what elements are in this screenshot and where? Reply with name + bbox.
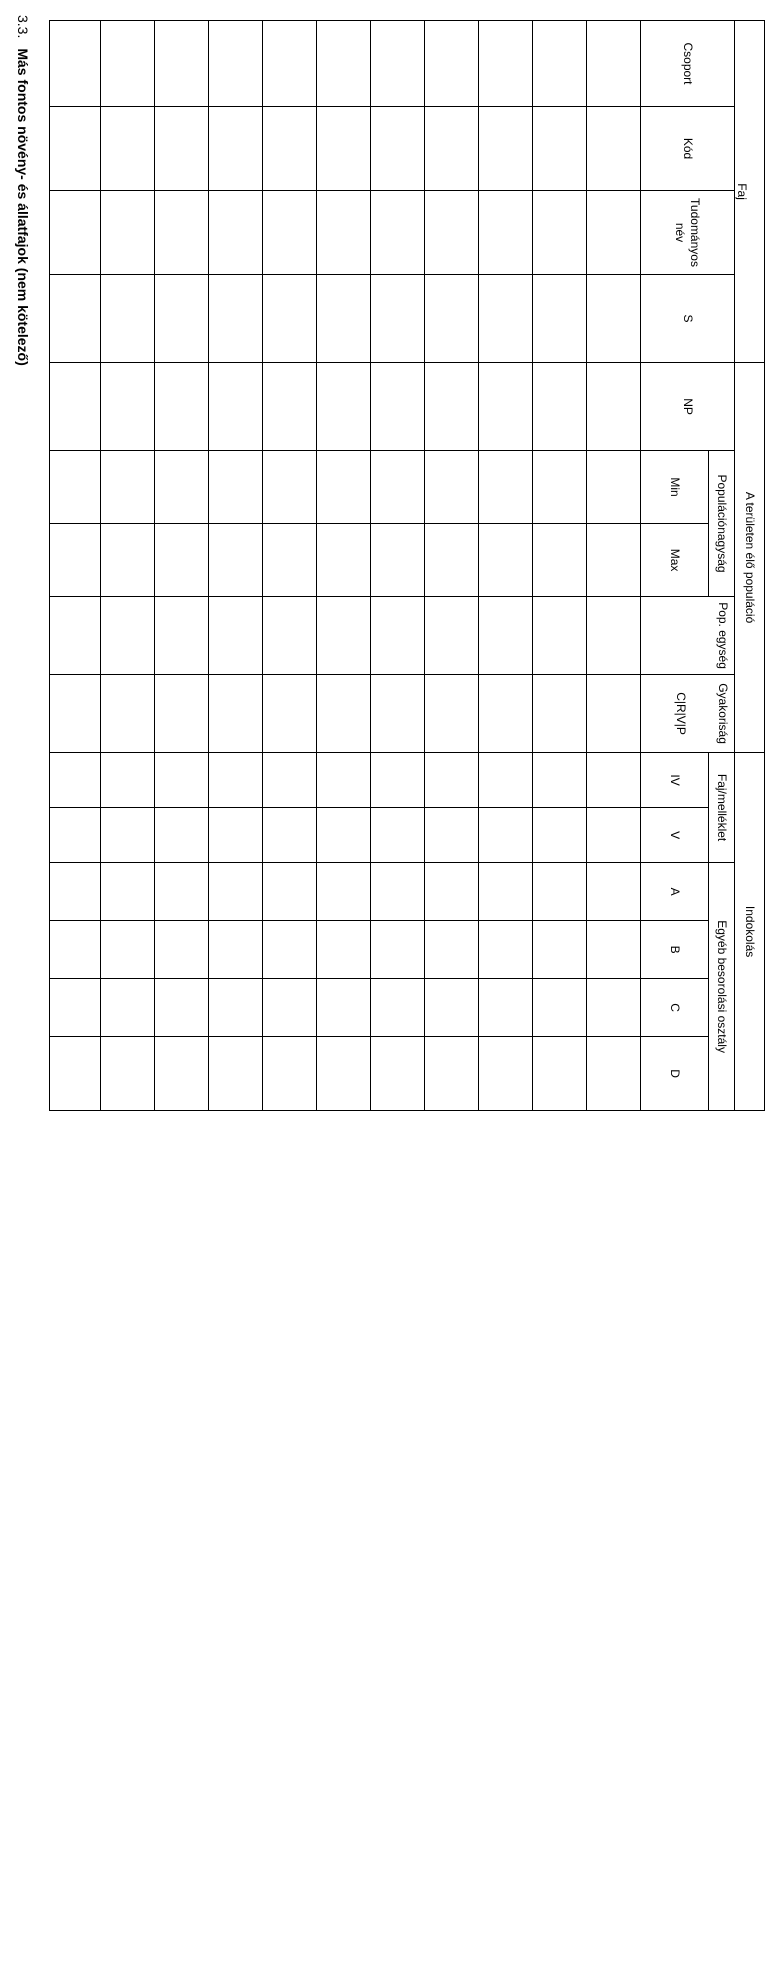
cell-max[interactable] [479, 524, 533, 597]
cell-c[interactable] [209, 979, 263, 1037]
header-v: V [641, 808, 709, 863]
cell-max[interactable] [317, 524, 371, 597]
cell-iv[interactable] [155, 753, 209, 808]
cell-pop-egyseg[interactable] [587, 597, 641, 675]
header-populacionagysag: Populációnagyság [709, 451, 735, 597]
cell-np[interactable] [317, 363, 371, 451]
cell-c[interactable] [50, 979, 101, 1037]
cell-v[interactable] [533, 808, 587, 863]
cell-d[interactable] [587, 1037, 641, 1111]
cell-np[interactable] [50, 363, 101, 451]
cell-v[interactable] [425, 808, 479, 863]
section-title: Más fontos növény- és állatfajok (nem kötelező) [15, 48, 31, 366]
table-row [479, 21, 533, 1111]
cell-b[interactable] [533, 921, 587, 979]
gyakorisag-values: C|R|V|P [673, 692, 688, 735]
cell-np[interactable] [587, 363, 641, 451]
table-header-row-2 [709, 21, 735, 1111]
cell-b[interactable] [371, 921, 425, 979]
cell-gyakorisag[interactable] [155, 675, 209, 753]
table-row [587, 21, 641, 1111]
cell-c[interactable] [533, 979, 587, 1037]
cell-iv[interactable] [587, 753, 641, 808]
cell-csoport[interactable] [101, 21, 155, 107]
cell-np[interactable] [263, 363, 317, 451]
table-row [425, 21, 479, 1111]
cell-v[interactable] [371, 808, 425, 863]
header-max: Max [641, 524, 709, 597]
cell-pop-egyseg[interactable] [50, 597, 101, 675]
cell-min[interactable] [101, 451, 155, 524]
cell-a[interactable] [479, 863, 533, 921]
header-a: A [641, 863, 709, 921]
header-iv: IV [641, 753, 709, 808]
cell-gyakorisag[interactable] [101, 675, 155, 753]
cell-max[interactable] [50, 524, 101, 597]
cell-v[interactable] [317, 808, 371, 863]
table-row [101, 21, 155, 1111]
cell-d[interactable] [317, 1037, 371, 1111]
cell-tudomanyos-nev[interactable] [50, 191, 101, 275]
cell-b[interactable] [587, 921, 641, 979]
cell-tudomanyos-nev[interactable] [263, 191, 317, 275]
cell-s[interactable] [317, 275, 371, 363]
cell-a[interactable] [50, 863, 101, 921]
cell-s[interactable] [263, 275, 317, 363]
header-population: A területen élő populáció [735, 363, 765, 753]
cell-kod[interactable] [425, 107, 479, 191]
cell-pop-egyseg[interactable] [155, 597, 209, 675]
cell-iv[interactable] [371, 753, 425, 808]
cell-tudomanyos-nev[interactable] [155, 191, 209, 275]
cell-a[interactable] [263, 863, 317, 921]
cell-tudomanyos-nev[interactable] [479, 191, 533, 275]
cell-tudomanyos-nev[interactable] [101, 191, 155, 275]
cell-iv[interactable] [317, 753, 371, 808]
cell-a[interactable] [371, 863, 425, 921]
cell-kod[interactable] [101, 107, 155, 191]
header-indoklas: Indokolás [735, 753, 765, 1111]
table-row [263, 21, 317, 1111]
cell-b[interactable] [425, 921, 479, 979]
cell-b[interactable] [101, 921, 155, 979]
cell-c[interactable] [479, 979, 533, 1037]
cell-np[interactable] [479, 363, 533, 451]
cell-min[interactable] [317, 451, 371, 524]
cell-kod[interactable] [209, 107, 263, 191]
cell-v[interactable] [263, 808, 317, 863]
cell-s[interactable] [155, 275, 209, 363]
cell-csoport[interactable] [317, 21, 371, 107]
cell-d[interactable] [533, 1037, 587, 1111]
cell-min[interactable] [479, 451, 533, 524]
cell-tudomanyos-nev[interactable] [533, 191, 587, 275]
header-s: S [641, 275, 735, 363]
cell-kod[interactable] [50, 107, 101, 191]
cell-a[interactable] [533, 863, 587, 921]
cell-gyakorisag[interactable] [371, 675, 425, 753]
cell-min[interactable] [425, 451, 479, 524]
cell-iv[interactable] [479, 753, 533, 808]
cell-d[interactable] [371, 1037, 425, 1111]
table-row [155, 21, 209, 1111]
cell-min[interactable] [533, 451, 587, 524]
cell-kod[interactable] [587, 107, 641, 191]
cell-max[interactable] [155, 524, 209, 597]
cell-s[interactable] [209, 275, 263, 363]
cell-tudomanyos-nev[interactable] [425, 191, 479, 275]
cell-kod[interactable] [479, 107, 533, 191]
cell-csoport[interactable] [155, 21, 209, 107]
cell-np[interactable] [101, 363, 155, 451]
cell-d[interactable] [209, 1037, 263, 1111]
cell-kod[interactable] [371, 107, 425, 191]
cell-csoport[interactable] [425, 21, 479, 107]
cell-s[interactable] [425, 275, 479, 363]
header-b: B [641, 921, 709, 979]
species-table [49, 20, 765, 1111]
cell-csoport[interactable] [479, 21, 533, 107]
cell-np[interactable] [209, 363, 263, 451]
cell-kod[interactable] [533, 107, 587, 191]
cell-min[interactable] [209, 451, 263, 524]
cell-min[interactable] [587, 451, 641, 524]
cell-max[interactable] [209, 524, 263, 597]
cell-gyakorisag[interactable] [425, 675, 479, 753]
cell-pop-egyseg[interactable] [317, 597, 371, 675]
cell-b[interactable] [50, 921, 101, 979]
cell-s[interactable] [101, 275, 155, 363]
cell-gyakorisag[interactable] [479, 675, 533, 753]
cell-iv[interactable] [533, 753, 587, 808]
header-pop-egyseg: Pop. egység [641, 597, 735, 675]
cell-s[interactable] [533, 275, 587, 363]
cell-pop-egyseg[interactable] [371, 597, 425, 675]
header-faj-melleklet: Faj/melléklet [709, 753, 735, 863]
cell-v[interactable] [209, 808, 263, 863]
cell-s[interactable] [479, 275, 533, 363]
header-d: D [641, 1037, 709, 1111]
cell-a[interactable] [209, 863, 263, 921]
table-row [317, 21, 371, 1111]
header-egyeb-besorolasi: Egyéb besorolási osztály [709, 863, 735, 1111]
cell-c[interactable] [425, 979, 479, 1037]
header-tudomanyos-nev: Tudományos név [641, 191, 735, 275]
cell-s[interactable] [587, 275, 641, 363]
cell-pop-egyseg[interactable] [209, 597, 263, 675]
cell-pop-egyseg[interactable] [263, 597, 317, 675]
cell-d[interactable] [425, 1037, 479, 1111]
cell-iv[interactable] [263, 753, 317, 808]
cell-kod[interactable] [317, 107, 371, 191]
cell-np[interactable] [425, 363, 479, 451]
cell-c[interactable] [587, 979, 641, 1037]
cell-pop-egyseg[interactable] [425, 597, 479, 675]
cell-s[interactable] [50, 275, 101, 363]
cell-max[interactable] [533, 524, 587, 597]
cell-max[interactable] [587, 524, 641, 597]
header-np: NP [641, 363, 735, 451]
header-gyakorisag: Gyakoriság C|R|V|P [641, 675, 735, 753]
cell-pop-egyseg[interactable] [101, 597, 155, 675]
cell-np[interactable] [533, 363, 587, 451]
cell-c[interactable] [101, 979, 155, 1037]
header-kod: Kód [641, 107, 735, 191]
cell-pop-egyseg[interactable] [533, 597, 587, 675]
cell-gyakorisag[interactable] [209, 675, 263, 753]
cell-tudomanyos-nev[interactable] [209, 191, 263, 275]
cell-min[interactable] [263, 451, 317, 524]
section-heading [15, 15, 31, 1915]
cell-v[interactable] [155, 808, 209, 863]
cell-c[interactable] [317, 979, 371, 1037]
cell-b[interactable] [155, 921, 209, 979]
table-row [50, 21, 101, 1111]
cell-c[interactable] [371, 979, 425, 1037]
cell-a[interactable] [425, 863, 479, 921]
cell-min[interactable] [50, 451, 101, 524]
cell-max[interactable] [263, 524, 317, 597]
cell-tudomanyos-nev[interactable] [371, 191, 425, 275]
cell-kod[interactable] [263, 107, 317, 191]
cell-a[interactable] [317, 863, 371, 921]
cell-b[interactable] [209, 921, 263, 979]
cell-min[interactable] [155, 451, 209, 524]
cell-iv[interactable] [209, 753, 263, 808]
cell-d[interactable] [101, 1037, 155, 1111]
cell-s[interactable] [371, 275, 425, 363]
cell-a[interactable] [587, 863, 641, 921]
cell-b[interactable] [317, 921, 371, 979]
cell-c[interactable] [263, 979, 317, 1037]
cell-b[interactable] [263, 921, 317, 979]
cell-csoport[interactable] [371, 21, 425, 107]
cell-gyakorisag[interactable] [533, 675, 587, 753]
cell-v[interactable] [479, 808, 533, 863]
cell-d[interactable] [50, 1037, 101, 1111]
cell-max[interactable] [425, 524, 479, 597]
table-header-row-1 [735, 21, 765, 1111]
cell-np[interactable] [371, 363, 425, 451]
table-row [209, 21, 263, 1111]
cell-kod[interactable] [155, 107, 209, 191]
cell-d[interactable] [155, 1037, 209, 1111]
cell-iv[interactable] [425, 753, 479, 808]
header-faj: Faj [735, 21, 765, 363]
cell-d[interactable] [263, 1037, 317, 1111]
cell-v[interactable] [101, 808, 155, 863]
cell-v[interactable] [587, 808, 641, 863]
cell-max[interactable] [371, 524, 425, 597]
cell-tudomanyos-nev[interactable] [317, 191, 371, 275]
cell-csoport[interactable] [533, 21, 587, 107]
cell-np[interactable] [155, 363, 209, 451]
section-number: 3.3. [15, 15, 31, 39]
table-row [371, 21, 425, 1111]
cell-a[interactable] [155, 863, 209, 921]
cell-csoport[interactable] [263, 21, 317, 107]
cell-gyakorisag[interactable] [317, 675, 371, 753]
cell-iv[interactable] [50, 753, 101, 808]
cell-b[interactable] [479, 921, 533, 979]
cell-gyakorisag[interactable] [587, 675, 641, 753]
cell-a[interactable] [101, 863, 155, 921]
header-csoport: Csoport [641, 21, 735, 107]
cell-csoport[interactable] [50, 21, 101, 107]
header-c: C [641, 979, 709, 1037]
cell-min[interactable] [371, 451, 425, 524]
cell-v[interactable] [50, 808, 101, 863]
cell-csoport[interactable] [587, 21, 641, 107]
cell-gyakorisag[interactable] [263, 675, 317, 753]
cell-d[interactable] [479, 1037, 533, 1111]
cell-iv[interactable] [101, 753, 155, 808]
cell-tudomanyos-nev[interactable] [587, 191, 641, 275]
cell-gyakorisag[interactable] [50, 675, 101, 753]
header-min: Min [641, 451, 709, 524]
table-row [533, 21, 587, 1111]
cell-csoport[interactable] [209, 21, 263, 107]
cell-c[interactable] [155, 979, 209, 1037]
cell-pop-egyseg[interactable] [479, 597, 533, 675]
cell-max[interactable] [101, 524, 155, 597]
